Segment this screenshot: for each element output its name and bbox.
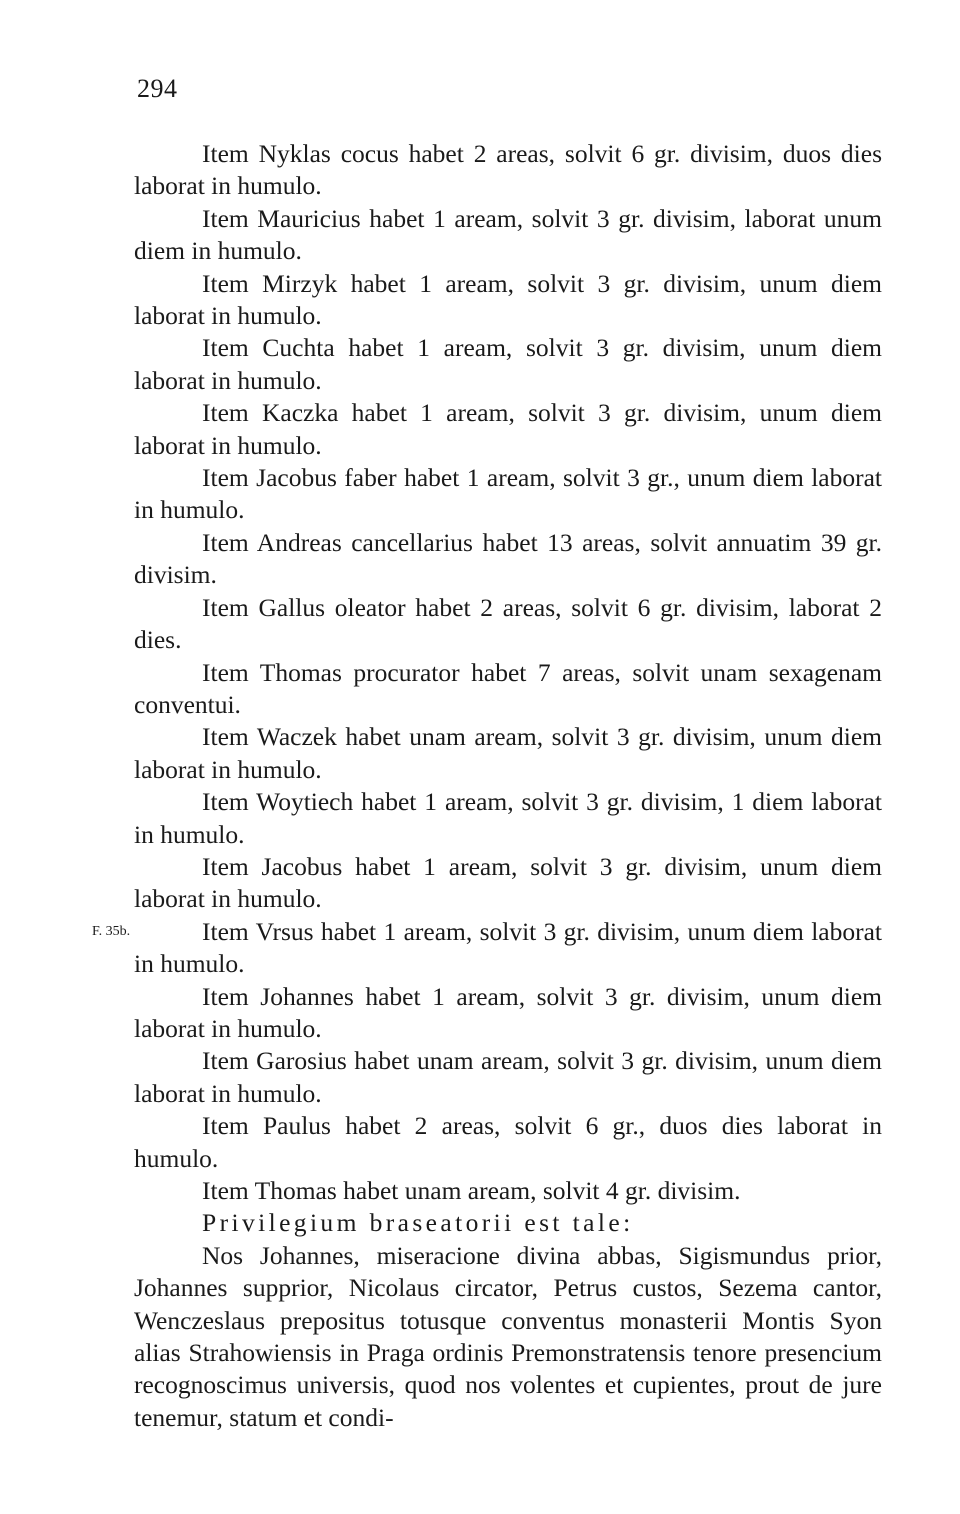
folio-margin-note: F. 35b. — [92, 924, 131, 939]
entry-garosius: Item Garosius habet unam aream, solvit 3 gr. divisim, unum diem laborat in humulo. — [134, 1046, 882, 1108]
entry-mauricius: Item Mauricius habet 1 aream, solvit 3 gr. divisim, laborat unum diem in humulo. — [134, 203, 882, 266]
entry-woytiech: Item Woytiech habet 1 aream, solvit 3 gr. divisim, 1 diem laborat in humulo. — [134, 787, 882, 849]
entry-andreas: Item Andreas cancellarius habet 13 areas, solvit annuatim 39 gr. divisim. — [134, 527, 882, 590]
entry-paulus: Item Paulus habet 2 areas, solvit 6 gr., duos dies laborat in humulo. — [134, 1111, 882, 1173]
entry-gallus: Item Gallus oleator habet 2 areas, solvit 6 gr. divisim, laborat 2 dies. — [134, 592, 882, 655]
entry-vrsus: Item Vrsus habet 1 aream, solvit 3 gr. divisim, unum diem laborat in humulo. — [134, 916, 882, 979]
entry-jacobus-faber: Item Jacobus faber habet 1 aream, solvit 3 gr., unum diem laborat in humulo. — [134, 463, 882, 525]
entry-cuchta: Item Cuchta habet 1 aream, solvit 3 gr. divisim, unum diem laborat in humulo. — [134, 333, 882, 395]
privilege-text: Nos Johannes, miseracione divina abbas, Sigismundus prior, Johannes supprior, Nicolaus circator, Petrus custos, Sezema cantor, Wenczeslaus prepositus totusque conventus monasterii Montis Syon alias Strahowiensis in Praga ordinis Premonstratensis tenore presencium recognoscimus universis, quod nos volentes et cupientes, prout de jure tenemur, statum et condi- — [134, 1240, 882, 1432]
entry-johannes: Item Johannes habet 1 aream, solvit 3 gr. divisim, unum diem laborat in humulo. — [134, 981, 882, 1043]
entry-nyklas: Item Nyklas cocus habet 2 areas, solvit 6 gr. divisim, duos dies laborat in humulo. — [134, 139, 882, 201]
page-number: 294 — [137, 74, 178, 103]
entry-thomas-procurator: Item Thomas procurator habet 7 areas, solvit unam sexagenam conventui. — [134, 657, 882, 719]
entry-thomas: Item Thomas habet unam aream, solvit 4 gr. divisim. — [202, 1176, 741, 1205]
entry-jacobus: Item Jacobus habet 1 aream, solvit 3 gr. divisim, unum diem laborat in humulo. — [134, 851, 882, 914]
entry-mirzyk: Item Mirzyk habet 1 aream, solvit 3 gr. divisim, unum diem laborat in humulo. — [134, 268, 882, 331]
entry-kaczka: Item Kaczka habet 1 aream, solvit 3 gr. divisim, unum diem laborat in humulo. — [134, 398, 882, 460]
entry-waczek: Item Waczek habet unam aream, solvit 3 gr. divisim, unum diem laborat in humulo. — [134, 722, 882, 784]
privilege-heading: Privilegium braseatorii est tale: — [202, 1208, 634, 1238]
main-text — [134, 138, 882, 1434]
